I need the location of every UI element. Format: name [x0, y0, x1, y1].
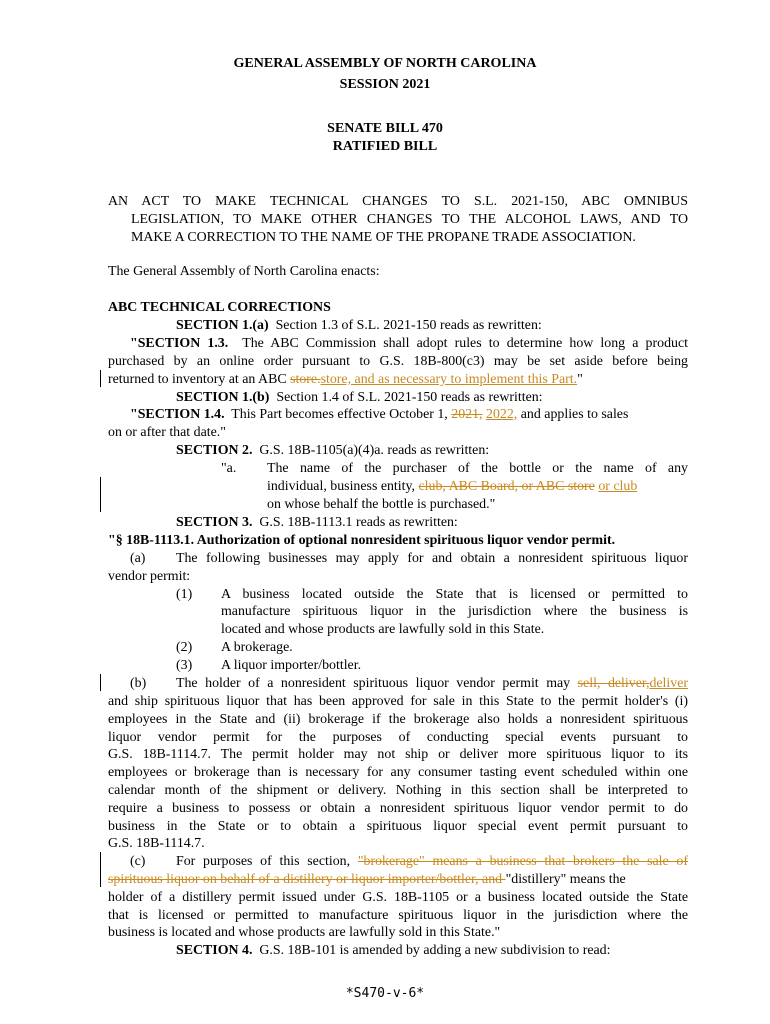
session-title: SESSION 2021: [339, 77, 431, 92]
subsection-c-line5: business is located and whose products are lawfully sold in this State.": [108, 925, 501, 940]
section-1-3-line2: purchased by an online order pursuant to G.S. 18B-800(c3) may be set aside before being: [108, 354, 688, 369]
item-2-label: (2): [176, 640, 193, 655]
section-2-line3: on whose behalf the bottle is purchased.": [267, 497, 496, 512]
inserted-text: deliver: [649, 676, 689, 691]
deleted-text: sell, deliver,: [577, 676, 650, 691]
act-title-line1: AN ACT TO MAKE TECHNICAL CHANGES TO S.L. 2021-150, ABC OMNIBUS: [108, 194, 688, 209]
section-1-3-line3: returned to inventory at an ABC store.store, and as necessary to implement this Part.": [108, 372, 583, 387]
section-3: SECTION 3. G.S. 18B-1113.1 reads as rewritten:: [176, 515, 458, 530]
subsection-a-line2: vendor permit:: [108, 569, 191, 584]
section-2-line2: individual, business entity, club, ABC Board, or ABC store or club: [267, 479, 638, 494]
deleted-text: club, ABC Board, or ABC store: [418, 479, 595, 494]
section-1-4-line2: on or after that date.": [108, 425, 226, 440]
subsection-b-line6: employees or brokerage than is necessary for any consumer tasting event scheduled within one: [108, 765, 688, 780]
item-1-label: (1): [176, 587, 193, 602]
subsection-c-line1: For purposes of this section, "brokerage" means a business that brokers the sale of: [176, 854, 688, 869]
change-bar: [100, 477, 101, 512]
subsection-b-label: (b): [130, 676, 147, 691]
item-1-line3: located and whose products are lawfully sold in this State.: [221, 622, 545, 637]
item-1-line2: manufacture spirituous liquor in the jurisdiction where the business is: [221, 604, 688, 619]
subsection-b-line5: G.S. 18B-1114.7. The permit holder may not ship or deliver more spirituous liquor to its: [108, 747, 688, 762]
deleted-text: "brokerage" means a business that brokers the sale of: [357, 854, 688, 869]
section-1-4-line1: "SECTION 1.4. This Part becomes effective October 1, 2021, 2022, and applies to sales: [130, 407, 629, 422]
item-3-text: A liquor importer/bottler.: [221, 658, 362, 673]
change-bar: [100, 852, 101, 887]
subsection-b-line10: G.S. 18B-1114.7.: [108, 836, 205, 851]
document-footer-id: *S470-v-6*: [345, 986, 425, 1001]
subsection-c-line4: that is licensed or permitted to manufacture spirituous liquor in the jurisdiction where the: [108, 908, 688, 923]
subsection-b-line7: calendar month of the shipment or delivery. Nothing in this section shall be interpreted to: [108, 783, 688, 798]
section-1b: SECTION 1.(b) Section 1.4 of S.L. 2021-150 reads as rewritten:: [176, 390, 543, 405]
part-heading: ABC TECHNICAL CORRECTIONS: [108, 300, 331, 315]
subsection-c-line3: holder of a distillery permit issued under G.S. 18B-1105 or a business located outside the State: [108, 890, 688, 905]
subsection-b-line4: liquor vendor permit for the purposes of conducting special events pursuant to: [108, 730, 688, 745]
assembly-title: GENERAL ASSEMBLY OF NORTH CAROLINA: [233, 56, 537, 71]
subsection-c-line2: spirituous liquor on behalf of a distillery or liquor importer/bottler, and "distillery" means the: [108, 872, 626, 887]
item-1-line1: A business located outside the State that is licensed or permitted to: [221, 587, 688, 602]
deleted-text: spirituous liquor on behalf of a distillery or liquor importer/bottler, and: [108, 872, 506, 887]
statute-heading: "§ 18B-1113.1. Authorization of optional nonresident spirituous liquor vendor permit.: [108, 533, 616, 548]
inserted-text: or club: [598, 479, 638, 494]
subsection-b-line9: business in the State or to obtain a spirituous liquor special event permit pursuant to: [108, 819, 688, 834]
inserted-text: 2022,: [486, 407, 518, 422]
deleted-text: store.: [290, 372, 321, 387]
section-1a: SECTION 1.(a) Section 1.3 of S.L. 2021-150 reads as rewritten:: [176, 318, 542, 333]
section-2: SECTION 2. G.S. 18B-1105(a)(4)a. reads as rewritten:: [176, 443, 490, 458]
subsection-c-label: (c): [130, 854, 146, 869]
section-4: SECTION 4. G.S. 18B-101 is amended by adding a new subdivision to read:: [176, 943, 611, 958]
inserted-text: store, and as necessary to implement this Part.: [320, 372, 578, 387]
deleted-text: 2021,: [451, 407, 483, 422]
change-bar: [100, 370, 101, 387]
subsection-a-label: (a): [130, 551, 146, 566]
bill-number: SENATE BILL 470: [327, 121, 443, 136]
section-2-line1: The name of the purchaser of the bottle or the name of any: [267, 461, 688, 476]
subsection-b-line1: The holder of a nonresident spirituous liquor vendor permit may sell, deliver,deliver: [176, 676, 689, 691]
bill-status: RATIFIED BILL: [332, 139, 438, 154]
subsection-b-line2: and ship spirituous liquor that has been approved for sale in this State to the permit holder's (i): [108, 694, 688, 709]
subsection-b-line8: require a business to possess or obtain a nonresident spirituous liquor vendor permit to do: [108, 801, 688, 816]
section-1-3-line1: "SECTION 1.3. The ABC Commission shall adopt rules to determine how long a product: [130, 336, 688, 351]
item-2-text: A brokerage.: [221, 640, 293, 655]
item-3-label: (3): [176, 658, 193, 673]
subsection-b-line3: employees in the State and (ii) brokerage if the brokerage also holds a nonresident spirituous: [108, 712, 688, 727]
enacting-clause: The General Assembly of North Carolina enacts:: [108, 264, 380, 279]
act-title-line2: LEGISLATION, TO MAKE OTHER CHANGES TO THE ALCOHOL LAWS, AND TO: [131, 212, 688, 227]
act-title-line3: MAKE A CORRECTION TO THE NAME OF THE PROPANE TRADE ASSOCIATION.: [131, 230, 636, 245]
subsection-a-line1: The following businesses may apply for and obtain a nonresident spirituous liquor: [176, 551, 688, 566]
change-bar: [100, 674, 101, 691]
section-2-item-label: "a.: [221, 461, 237, 476]
